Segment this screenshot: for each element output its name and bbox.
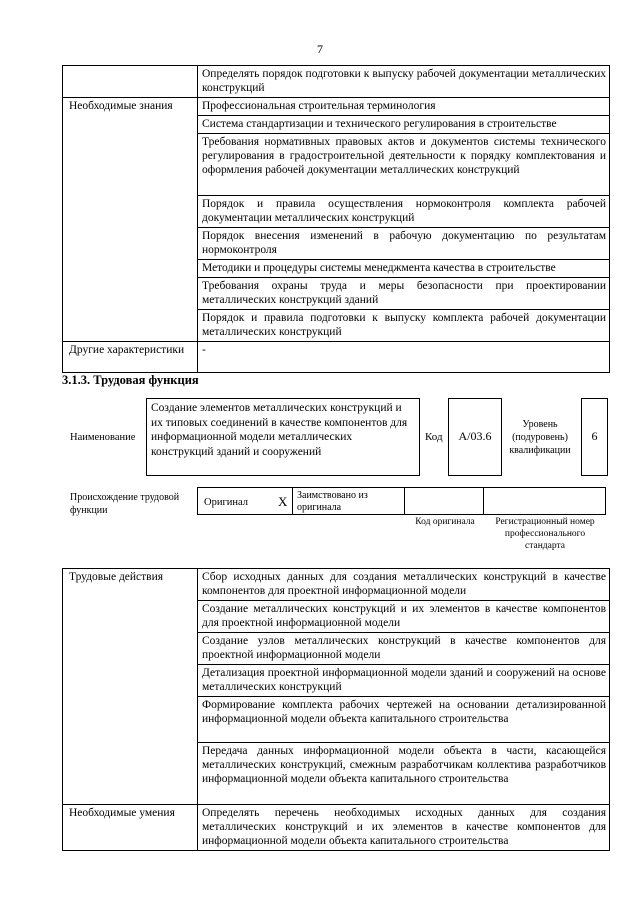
- knowledge-table: [62, 65, 610, 373]
- row-label-actions: Трудовые действия: [63, 569, 198, 805]
- table-row: [63, 805, 610, 851]
- row-value: Определять перечень необходимых исходных данных для создания металлических конструкций и их элементов в качестве компонентов для информационной модели объекта капитального строительства: [198, 805, 610, 851]
- row-value: Порядок и правила подготовки к выпуску комплекта рабочей документации металлических конструкций: [198, 310, 610, 342]
- row-value: Сбор исходных данных для создания металлических конструкций в качестве компонентов для проектной информационной модели: [198, 569, 610, 601]
- page-number: 7: [317, 42, 323, 56]
- row-label-other: Другие характеристики: [63, 342, 198, 373]
- name-value-box: [146, 398, 420, 476]
- row-value: Создание узлов металлических конструкций в качестве компонентов для проектной информационной модели: [198, 633, 610, 665]
- row-value: Требования нормативных правовых актов и документов системы технического регулирования в градостроительной деятельности к порядку комплектования и оформления рабочей документации металлических конструкций: [198, 134, 610, 196]
- table-row: [63, 342, 610, 373]
- row-label: [63, 66, 198, 98]
- code-label: Код: [425, 431, 443, 443]
- level-label: Уровень (подуровень) квалификации: [509, 419, 571, 456]
- row-label-knowledge: Необходимые знания: [63, 98, 198, 342]
- row-label-skills: Необходимые умения: [63, 805, 198, 851]
- name-label: Наименование: [70, 432, 136, 443]
- code-value-box: [448, 398, 502, 476]
- row-value: Порядок и правила осуществления нормоконтроля комплекта рабочей документации металлических конструкций: [198, 196, 610, 228]
- borrowed-label: Заимствовано из оригинала: [297, 490, 368, 513]
- row-value: Формирование комплекта рабочих чертежей на основании детализированной информационной модели объекта капитального строительства: [198, 697, 610, 743]
- row-value: -: [198, 342, 610, 373]
- origin-label: Происхождение трудовой функции: [70, 492, 180, 516]
- origin-row: [197, 487, 606, 515]
- row-value: Порядок внесения изменений в рабочую документацию по результатам нормоконтроля: [198, 228, 610, 260]
- level-value-box: [581, 398, 608, 476]
- row-value: Система стандартизации и технического регулирования в строительстве: [198, 116, 610, 134]
- row-value: Передача данных информационной модели объекта в части, касающейся металлических конструкций, смежным разработчикам коллектива разработчиков информационной модели объекта капитального строительства: [198, 743, 610, 805]
- code-value: A/03.6: [458, 429, 492, 443]
- row-value: Требования охраны труда и меры безопасности при проектировании металлических конструкций зданий: [198, 278, 610, 310]
- code-original-caption: Код оригинала: [415, 517, 475, 527]
- row-value: Создание металлических конструкций и их элементов в качестве компонентов для проектной информационной модели: [198, 601, 610, 633]
- original-label: Оригинал: [204, 497, 248, 508]
- name-value: Создание элементов металлических конструкций и их типовых соединений в качестве компонентов для информационной модели металлических конструкций зданий и сооружений: [151, 402, 408, 458]
- reg-number-caption: Регистрационный номер профессионального стандарта: [495, 517, 595, 551]
- original-mark: X: [278, 494, 288, 509]
- table-row: [63, 569, 610, 601]
- table-row: [63, 66, 610, 98]
- row-value: Методики и процедуры системы менеджмента качества в строительстве: [198, 260, 610, 278]
- level-value: 6: [591, 429, 598, 443]
- table-row: [63, 98, 610, 116]
- section-heading: 3.1.3. Трудовая функция: [62, 373, 199, 387]
- row-value: Детализация проектной информационной модели зданий и сооружений на основе металлических конструкций: [198, 665, 610, 697]
- row-value: Профессиональная строительная терминология: [198, 98, 610, 116]
- row-value: Определять порядок подготовки к выпуску рабочей документации металлических конструкций: [198, 66, 610, 98]
- actions-table: [62, 568, 610, 851]
